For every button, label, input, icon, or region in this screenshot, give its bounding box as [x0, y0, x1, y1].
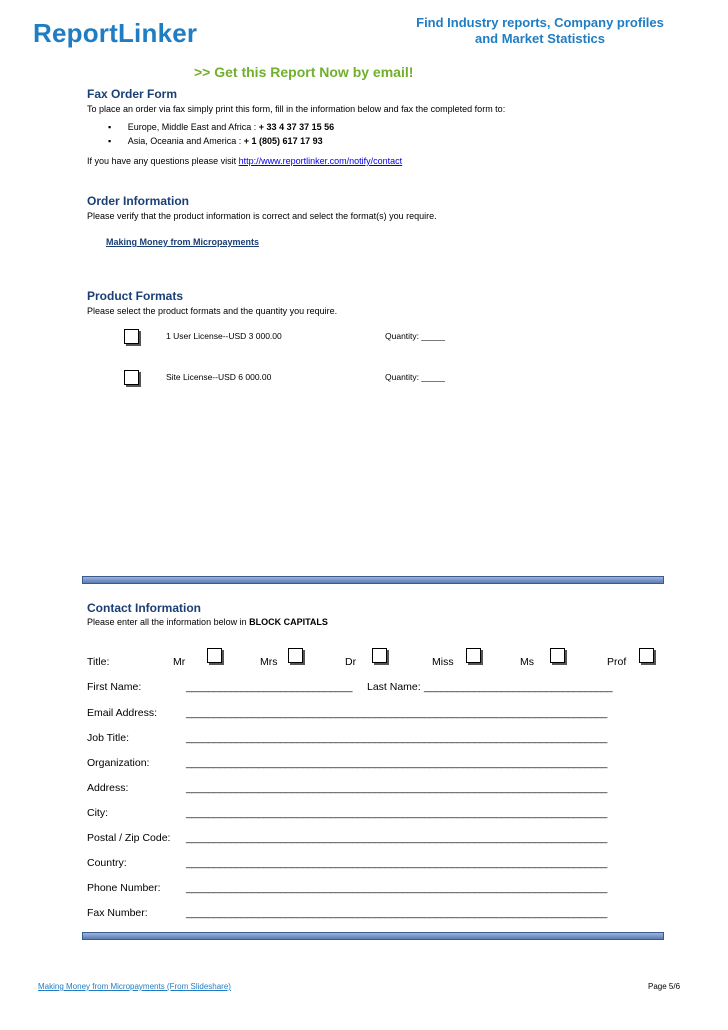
- fax-number-americas: + 1 (805) 617 17 93: [243, 136, 323, 146]
- last-name-field[interactable]: __________________________________: [424, 681, 613, 693]
- title-option-mr: Mr: [173, 656, 186, 668]
- organization-label: Organization:: [87, 757, 150, 769]
- fax-label: Fax Number:: [87, 907, 148, 919]
- email-label: Email Address:: [87, 707, 158, 719]
- email-field[interactable]: ____________________________________________________________________________: [186, 707, 608, 719]
- country-field[interactable]: ____________________________________________________________________________: [186, 857, 608, 869]
- bullet-label-americas: Asia, Oceania and America :: [127, 136, 244, 146]
- square-bullet-icon: ▪: [108, 122, 112, 132]
- footer-source-link[interactable]: Making Money from Micropayments (From Slideshare): [38, 982, 231, 991]
- job-title-label: Job Title:: [87, 732, 130, 744]
- title-label: Title:: [87, 656, 110, 668]
- country-label: Country:: [87, 857, 127, 869]
- bullet-label-emea: Europe, Middle East and Africa :: [127, 122, 259, 132]
- format-label-site-license: Site License--USD 6 000.00: [166, 372, 272, 382]
- fax-bullet-emea: [108, 122, 334, 132]
- title-checkbox-mr[interactable]: [207, 648, 222, 663]
- format-checkbox-site-license[interactable]: [124, 370, 139, 385]
- questions-line: [87, 156, 402, 166]
- format-quantity-user-license[interactable]: Quantity: _____: [385, 331, 446, 341]
- title-checkbox-dr[interactable]: [372, 648, 387, 663]
- product-formats-intro: Please select the product formats and the quantity you require.: [87, 306, 338, 316]
- title-option-dr: Dr: [345, 656, 357, 668]
- postal-code-field[interactable]: ____________________________________________________________________________: [186, 832, 608, 844]
- section-divider: [82, 576, 664, 584]
- fax-order-title: Fax Order Form: [87, 87, 178, 101]
- postal-code-label: Postal / Zip Code:: [87, 832, 171, 844]
- product-link[interactable]: Making Money from Micropayments: [106, 237, 260, 247]
- first-name-field[interactable]: ______________________________: [186, 681, 353, 693]
- organization-field[interactable]: ____________________________________________________________________________: [186, 757, 608, 769]
- fax-field[interactable]: ____________________________________________________________________________: [186, 907, 608, 919]
- order-info-title: Order Information: [87, 194, 190, 208]
- format-label-user-license: 1 User License--USD 3 000.00: [166, 331, 282, 341]
- tagline-line-1: Find Industry reports, Company profiles: [416, 15, 664, 30]
- fax-bullet-americas: [108, 136, 323, 146]
- reportlinker-logo: ReportLinker: [33, 18, 198, 48]
- title-checkbox-prof[interactable]: [639, 648, 654, 663]
- title-option-ms: Ms: [520, 656, 534, 668]
- contact-info-title: Contact Information: [87, 601, 201, 615]
- order-info-intro: Please verify that the product information is correct and select the format(s) you require.: [87, 211, 437, 221]
- page-number: Page 5/6: [648, 982, 681, 991]
- title-option-prof: Prof: [607, 656, 627, 668]
- first-name-label: First Name:: [87, 681, 142, 693]
- format-quantity-site-license[interactable]: Quantity: _____: [385, 372, 446, 382]
- title-checkbox-ms[interactable]: [550, 648, 565, 663]
- city-label: City:: [87, 807, 108, 819]
- address-label: Address:: [87, 782, 129, 794]
- tagline-line-2: and Market Statistics: [474, 31, 606, 46]
- get-report-link[interactable]: >> Get this Report Now by email!: [194, 64, 414, 80]
- product-formats-title: Product Formats: [87, 289, 184, 303]
- phone-label: Phone Number:: [87, 882, 161, 894]
- block-capitals: BLOCK CAPITALS: [249, 617, 328, 627]
- last-name-label: Last Name:: [367, 681, 421, 693]
- title-option-mrs: Mrs: [260, 656, 278, 668]
- fax-intro: To place an order via fax simply print this form, fill in the information below and fax the completed form to:: [87, 104, 506, 114]
- phone-field[interactable]: ____________________________________________________________________________: [186, 882, 608, 894]
- fax-number-emea: + 33 4 37 37 15 56: [258, 122, 335, 132]
- city-field[interactable]: ____________________________________________________________________________: [186, 807, 608, 819]
- header-tagline: [390, 15, 690, 47]
- address-field[interactable]: ____________________________________________________________________________: [186, 782, 608, 794]
- title-option-miss: Miss: [432, 656, 454, 668]
- job-title-field[interactable]: ____________________________________________________________________________: [186, 732, 608, 744]
- questions-prefix: If you have any questions please visit: [87, 156, 239, 166]
- format-checkbox-user-license[interactable]: [124, 329, 139, 344]
- title-checkbox-miss[interactable]: [466, 648, 481, 663]
- contact-intro-prefix: Please enter all the information below in: [87, 617, 250, 627]
- contact-info-intro: [87, 617, 328, 627]
- contact-link[interactable]: http://www.reportlinker.com/notify/contact: [238, 156, 403, 166]
- title-checkbox-mrs[interactable]: [288, 648, 303, 663]
- bottom-divider: [82, 932, 664, 940]
- square-bullet-icon: ▪: [108, 136, 112, 146]
